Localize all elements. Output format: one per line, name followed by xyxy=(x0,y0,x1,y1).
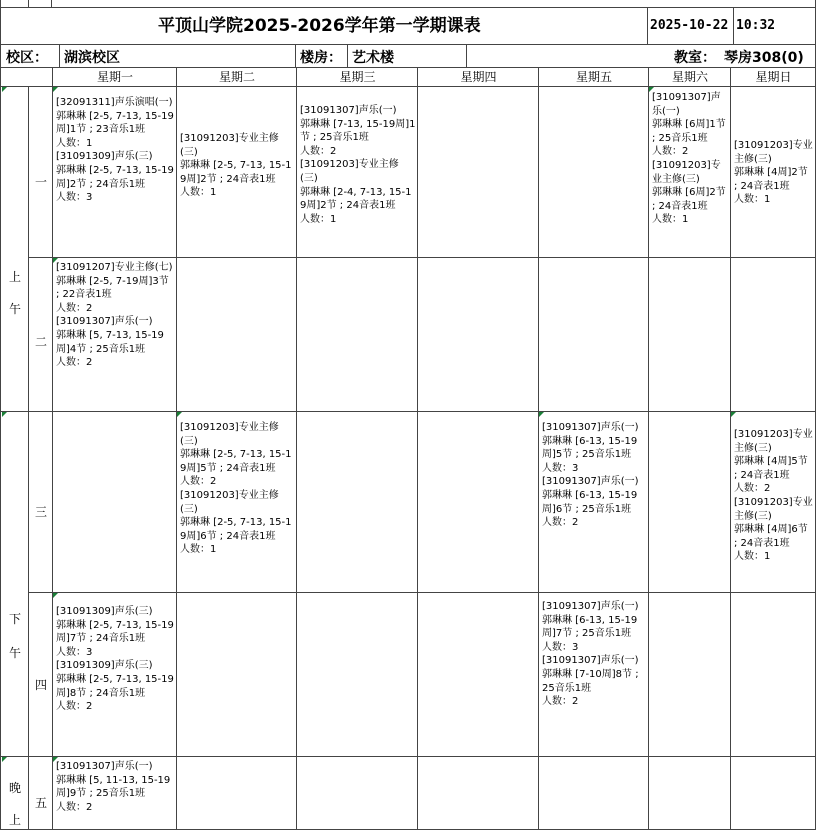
campus-value: 湖滨校区 xyxy=(64,50,120,66)
cell-marker xyxy=(53,757,58,762)
period-3: 三 xyxy=(34,505,47,519)
cell-marker xyxy=(177,412,182,417)
grid-line xyxy=(28,86,29,830)
grid-line xyxy=(647,7,648,45)
grid-line xyxy=(296,67,297,830)
day-header-sat: 星期六 xyxy=(671,70,708,84)
grid-line xyxy=(28,0,29,8)
grid-line xyxy=(648,67,649,830)
day-header-sun: 星期日 xyxy=(755,70,792,84)
day-header-mon: 星期一 xyxy=(96,70,133,84)
grid-line xyxy=(0,44,816,45)
course-cell-p1-sun: [31091203]专业主修(三) 郭琳琳 [4周]2节 ; 24音表1班 人数：1 xyxy=(734,140,813,206)
slot-morning-2: 午 xyxy=(8,302,21,316)
print-date: 2025-10-22 xyxy=(650,18,729,33)
cell-marker xyxy=(731,412,736,417)
grid-line xyxy=(59,44,60,68)
period-1: 一 xyxy=(34,175,47,189)
grid-line xyxy=(176,67,177,830)
course-cell-p3-fri: [31091307]声乐(一) 郭琳琳 [6-13, 15-19周]5节 ; 25音乐1班 人数：3 [31091307]声乐(一) 郭琳琳 [6-13, 15-19周]6节 ; 25音乐1班 人数：2 xyxy=(542,422,639,529)
slot-evening-2: 上 xyxy=(8,813,21,827)
course-cell-p1-tue: [31091203]专业主修(三) 郭琳琳 [2-5, 7-13, 15-19周]2节 ; 24音表1班 人数：1 xyxy=(180,133,292,199)
cell-marker xyxy=(2,412,7,417)
cell-marker xyxy=(53,258,58,263)
period-5: 五 xyxy=(34,796,47,810)
grid-line xyxy=(295,44,296,68)
course-cell-p1-wed: [31091307]声乐(一) 郭琳琳 [7-13, 15-19周]1节 ; 25音乐1班 人数：2 [31091203]专业主修(三) 郭琳琳 [2-4, 7-13, 15-19周]2节 ; 24音表1班 人数：1 xyxy=(300,105,416,225)
grid-line xyxy=(0,7,816,8)
grid-line xyxy=(347,44,348,68)
grid-line xyxy=(0,829,816,830)
cell-marker xyxy=(2,87,7,92)
grid-line xyxy=(0,67,816,68)
cell-marker xyxy=(539,412,544,417)
grid-line xyxy=(538,67,539,830)
grid-line xyxy=(417,67,418,830)
slot-afternoon-2: 午 xyxy=(8,646,21,660)
course-cell-p3-tue: [31091203]专业主修(三) 郭琳琳 [2-5, 7-13, 15-19周]5节 ; 24音表1班 人数：2 [31091203]专业主修(三) 郭琳琳 [2-5, 7-13, 15-19周]6节 ; 24音表1班 人数：1 xyxy=(180,422,292,556)
building-label: 楼房： xyxy=(300,50,342,66)
campus-label: 校区： xyxy=(6,50,48,66)
course-cell-p2-mon: [31091207]专业主修(七) 郭琳琳 [2-5, 7-19周]3节 ; 22音表1班 人数：2 [31091307]声乐(一) 郭琳琳 [5, 7-13, 15-19周]4节 ; 25音乐1班 人数：2 xyxy=(56,262,173,369)
building-value: 艺术楼 xyxy=(352,50,394,66)
room-value: 琴房308(0) xyxy=(724,50,804,66)
day-header-tue: 星期二 xyxy=(218,70,255,84)
day-header-wed: 星期三 xyxy=(339,70,376,84)
period-2: 二 xyxy=(34,335,47,349)
day-header-fri: 星期五 xyxy=(575,70,612,84)
course-cell-p5-mon: [31091307]声乐(一) 郭琳琳 [5, 11-13, 15-19周]9节 ; 25音乐1班 人数：2 xyxy=(56,761,171,813)
grid-line xyxy=(0,411,816,412)
course-cell-p1-sat: [31091307]声乐(一) 郭琳琳 [6周]1节 ; 25音乐1班 人数：2 [31091203]专业主修(三) 郭琳琳 [6周]2节 ; 24音表1班 人数：1 xyxy=(652,92,726,226)
cell-marker xyxy=(2,757,7,762)
cell-marker xyxy=(53,593,58,598)
grid-line xyxy=(28,257,816,258)
course-cell-p4-fri: [31091307]声乐(一) 郭琳琳 [6-13, 15-19周]7节 ; 25音乐1班 人数：3 [31091307]声乐(一) 郭琳琳 [7-10周]8节 ; 25音乐1班 人数：2 xyxy=(542,601,639,708)
grid-line xyxy=(733,7,734,45)
cell-marker xyxy=(649,87,654,92)
grid-line xyxy=(28,592,816,593)
slot-afternoon-1: 下 xyxy=(8,612,21,626)
course-cell-p1-mon: [32091311]声乐演唱(一) 郭琳琳 [2-5, 7-13, 15-19周]1节 ; 23音乐1班 人数：1 [31091309]声乐(三) 郭琳琳 [2-5, 7-13, 15-19周]2节 ; 24音乐1班 人数：3 xyxy=(56,97,174,204)
grid-line xyxy=(52,67,53,830)
grid-line xyxy=(0,86,816,87)
course-cell-p4-mon: [31091309]声乐(三) 郭琳琳 [2-5, 7-13, 15-19周]7节 ; 24音乐1班 人数：3 [31091309]声乐(三) 郭琳琳 [2-5, 7-13, 15-19周]8节 ; 24音乐1班 人数：2 xyxy=(56,606,174,713)
grid-line xyxy=(730,67,731,830)
grid-line xyxy=(815,0,816,830)
slot-morning-1: 上 xyxy=(8,270,21,284)
room-label: 教室： xyxy=(674,50,716,66)
period-4: 四 xyxy=(34,678,47,692)
page-title: 平顶山学院2025-2026学年第一学期课表 xyxy=(158,16,481,36)
grid-line xyxy=(0,0,1,830)
print-time: 10:32 xyxy=(736,18,776,33)
slot-evening-1: 晚 xyxy=(8,781,21,795)
grid-line xyxy=(466,44,467,68)
grid-line xyxy=(51,0,52,8)
day-header-thu: 星期四 xyxy=(460,70,497,84)
course-cell-p3-sun: [31091203]专业主修(三) 郭琳琳 [4周]5节 ; 24音表1班 人数：2 [31091203]专业主修(三) 郭琳琳 [4周]6节 ; 24音表1班 人数：1 xyxy=(734,429,813,563)
grid-line xyxy=(0,756,816,757)
cell-marker xyxy=(53,87,58,92)
